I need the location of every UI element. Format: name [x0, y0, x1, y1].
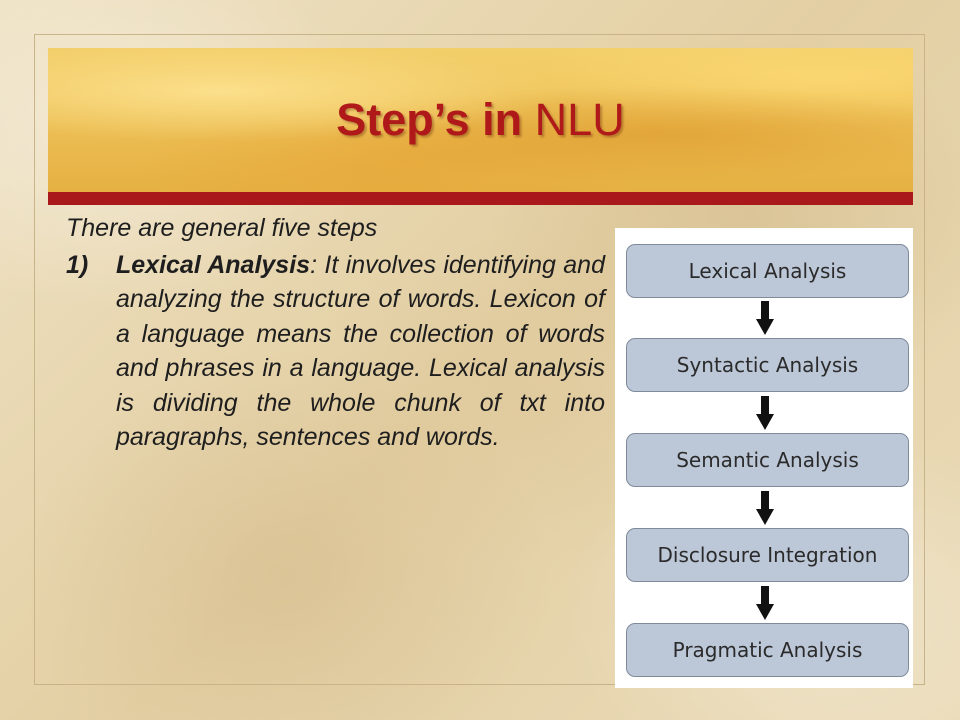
step-number: 1) [66, 251, 89, 279]
flow-arrow-down-icon [756, 491, 774, 525]
flow-step-lexical-analysis: Lexical Analysis [626, 244, 909, 298]
flow-step-semantic-analysis: Semantic Analysis [626, 433, 909, 487]
step-term: Lexical Analysis [116, 251, 311, 279]
flow-step-pragmatic-analysis: Pragmatic Analysis [626, 623, 909, 677]
flow-arrow-down-icon [756, 396, 774, 430]
flow-arrow-down-icon [756, 301, 774, 335]
slide-title-part1: Step’s in [336, 94, 523, 145]
nlu-flow-diagram [615, 228, 913, 688]
flow-step-syntactic-analysis: Syntactic Analysis [626, 338, 909, 392]
flow-step-disclosure-integration: Disclosure Integration [626, 528, 909, 582]
title-underline-bar [48, 192, 913, 205]
step-text: : It involves identifying and analyzing the structure of words. Lexicon of a language means the collection of words and phrases in a language. Lexical analysis is dividing the whole chunk of txt into paragraphs, sentences and words. [116, 251, 605, 452]
slide-title-part2: NLU [534, 94, 625, 145]
step-description [116, 248, 605, 454]
slide-title [48, 92, 913, 148]
intro-text: There are general five steps [66, 214, 378, 242]
flow-arrow-down-icon [756, 586, 774, 620]
